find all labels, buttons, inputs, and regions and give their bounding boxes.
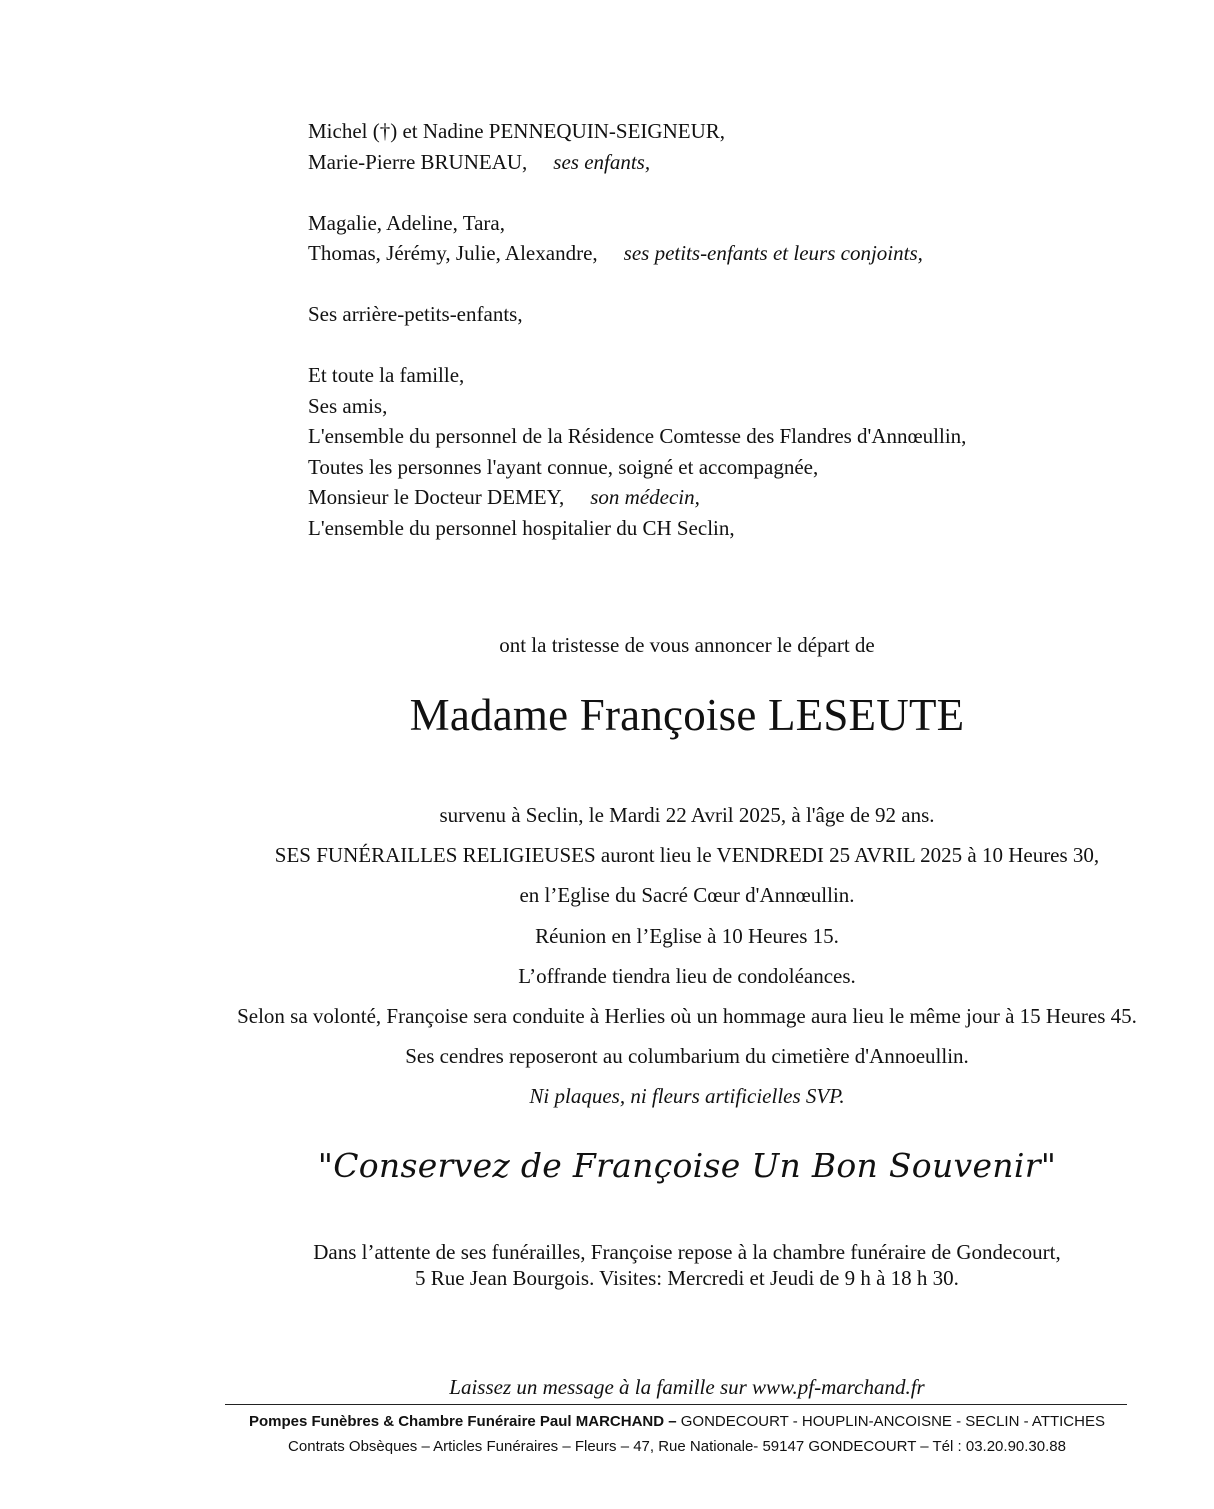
grandchildren-line-2 (308, 238, 1168, 269)
footer-services-line: Contrats Obsèques – Articles Funéraires – Fleurs – 47, Rue Nationale- 59147 GONDECOURT – Tél : 03.20.90.30.88 (288, 1438, 1066, 1455)
children-names: Marie-Pierre BRUNEAU, (308, 149, 528, 174)
resting-line-1: Dans l’attente de ses funérailles, Françoise repose à la chambre funéraire de Gondecourt, (313, 1240, 1061, 1264)
doctor-name: Monsieur le Docteur DEMEY, (308, 485, 565, 509)
meeting-line: Réunion en l’Eglise à 10 Heures 15. (535, 923, 839, 948)
resting-place (80, 1239, 1214, 1291)
doctor-line (308, 482, 1168, 513)
footer-divider (225, 1404, 1127, 1405)
family-list (308, 116, 1168, 543)
grandchildren-role: ses petits-enfants et leurs conjoints, (623, 241, 923, 265)
carers-line: Toutes les personnes l'ayant connue, soigné et accompagnée, (308, 454, 819, 479)
funeral-line: SES FUNÉRAILLES RELIGIEUSES auront lieu le VENDREDI 25 AVRIL 2025 à 10 Heures 30, (274, 843, 1100, 868)
great-grandchildren-line: Ses arrière-petits-enfants, (308, 302, 523, 326)
offering-line: L’offrande tiendra lieu de condoléances. (518, 963, 856, 988)
doctor-role: son médecin, (590, 485, 700, 509)
resting-line-2: 5 Rue Jean Bourgois. Visites: Mercredi et Jeudi de 9 h à 18 h 30. (415, 1266, 959, 1290)
no-plaques-line: Ni plaques, ni fleurs artificielles SVP. (529, 1084, 845, 1109)
grandchildren-names: Thomas, Jérémy, Julie, Alexandre, (308, 241, 598, 265)
church-line: en l’Eglise du Sacré Cœur d'Annœullin. (519, 883, 855, 908)
grandchildren-line-1: Magalie, Adeline, Tara, (308, 210, 505, 235)
children-line-1: Michel (†) et Nadine PENNEQUIN-SEIGNEUR, (308, 119, 725, 143)
residence-staff-line: L'ensemble du personnel de la Résidence Comtesse des Flandres d'Annœullin, (308, 424, 967, 448)
death-line: survenu à Seclin, le Mardi 22 Avril 2025, à l'âge de 92 ans. (439, 803, 935, 827)
deceased-name: Madame Françoise LESEUTE (409, 690, 965, 740)
memorial-quote: "Conservez de Françoise Un Bon Souvenir" (317, 1146, 1057, 1185)
announcement: ont la tristesse de vous annoncer le départ de (499, 633, 875, 657)
ashes-line: Ses cendres reposeront au columbarium du cimetière d'Annoeullin. (405, 1044, 969, 1069)
hospital-staff-line: L'ensemble du personnel hospitalier du CH Seclin, (308, 515, 735, 540)
wish-line: Selon sa volonté, Françoise sera conduite à Herlies où un hommage aura lieu le même jour à 15 Heures 45. (237, 1004, 1137, 1029)
funeral-details (80, 795, 1214, 1117)
footer-company: Pompes Funèbres & Chambre Funéraire Paul MARCHAND – (249, 1413, 677, 1430)
friends-line: Ses amis, (308, 393, 388, 418)
children-line-2 (308, 147, 1168, 178)
footer-locations: GONDECOURT - HOUPLIN-ANCOISNE - SECLIN - ATTICHES (680, 1413, 1105, 1430)
family-all-line: Et toute la famille, (308, 363, 465, 387)
message-invitation: Laissez un message à la famille sur www.pf-marchand.fr (449, 1375, 925, 1399)
footer-company-line (70, 1413, 1214, 1430)
children-role: ses enfants, (553, 149, 651, 174)
